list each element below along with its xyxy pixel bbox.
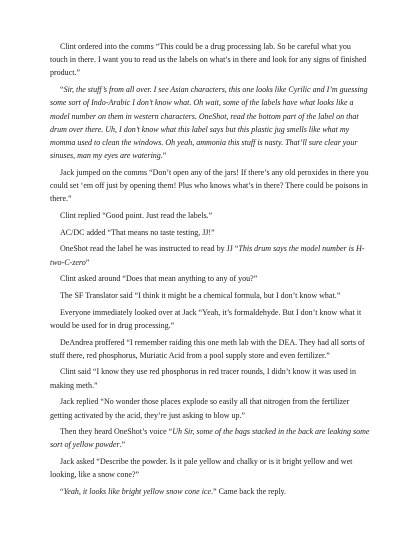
- body-text: [50, 40, 370, 498]
- text-segment: AC/DC added “That means no taste testing, JJ!”: [60, 227, 215, 237]
- text-segment: .” Came back the reply.: [211, 487, 287, 497]
- text-segment: “: [60, 85, 64, 95]
- paragraph: [50, 455, 370, 481]
- text-segment: Clint said “I know they use red phosphorus in red tracer rounds, I didn’t know it was used in making meth.”: [50, 367, 357, 390]
- paragraph: [50, 425, 370, 451]
- paragraph: [50, 226, 370, 239]
- italic-text-segment: Uh Sir, some of the bags stacked in the back are leaking some sort of yellow powder: [50, 427, 370, 450]
- paragraph: [50, 40, 370, 80]
- text-segment: Then they heard OneShot’s voice “: [60, 427, 173, 437]
- paragraph: [50, 395, 370, 421]
- paragraph: [50, 306, 370, 332]
- text-segment: Clint replied “Good point. Just read the labels.”: [60, 210, 213, 220]
- text-segment: .”: [160, 151, 167, 161]
- text-segment: DeAndrea proffered “I remember raiding this one meth lab with the DEA. They had all sorts of stuff there, red phosphorus, Muriatic Acid from a pool supply store and even fertilizer.”: [50, 337, 365, 360]
- paragraph: [50, 272, 370, 285]
- text-segment: OneShot read the label he was instructed to read by JJ “: [60, 244, 239, 254]
- italic-text-segment: This drum says the model number is H-two-C-zero: [50, 244, 365, 267]
- paragraph: [50, 365, 370, 391]
- text-segment: Jack asked “Describe the powder. Is it pale yellow and chalky or is it bright yellow and wet looking, like a snow cone?”: [50, 457, 353, 480]
- italic-text-segment: Yeah, it looks like bright yellow snow cone ice: [63, 487, 212, 497]
- text-segment: Clint ordered into the comms “This could be a drug processing lab. So be careful what you touch in there. I want you to read us the labels on what’s in there and look for any signs of finished product.”: [50, 42, 367, 78]
- text-segment: Everyone immediately looked over at Jack “Yeah, it’s formaldehyde. But I don’t know what it would be used for in drug processing.”: [50, 307, 362, 330]
- paragraph: [50, 83, 370, 162]
- italic-text-segment: Sir, the stuff’s from all over. I see Asian characters, this one looks like Cyrilic and I’m guessing some sort of Indo-Arabic I don’t know what. Oh wait, some of the labels have what looks like a model number on them in western characters. OneShot, read the bottom part of the label on that drum over there. Uh, I don’t know what this label says but this plastic jug smells like what my momma used to clean the windows. Oh yeah, ammonia this stuff is nasty. That’ll sure clear your sinuses, man my eyes are watering: [50, 85, 368, 161]
- text-segment: .”: [119, 440, 126, 450]
- paragraph: [50, 485, 370, 498]
- paragraph: [50, 242, 370, 268]
- paragraph: [50, 209, 370, 222]
- text-segment: Jack jumped on the comms “Don’t open any of the jars! If there’s any old peroxides in there you could set ‘em off just by opening them! Plus who knows what’s in there? There could be poisons in there.”: [50, 167, 369, 204]
- text-segment: The SF Translator said “I think it might be a chemical formula, but I don’t know what.”: [60, 290, 341, 300]
- text-segment: “: [60, 487, 64, 497]
- text-segment: ”: [85, 257, 90, 267]
- paragraph: [50, 336, 370, 362]
- paragraph: [50, 289, 370, 302]
- text-segment: Clint asked around “Does that mean anything to any of you?”: [60, 274, 258, 284]
- text-segment: Jack replied “No wonder those places explode so easily all that nitrogen from the fertilizer getting activated by the acid, they’re just asking to blow up.”: [50, 397, 350, 420]
- paragraph: [50, 166, 370, 206]
